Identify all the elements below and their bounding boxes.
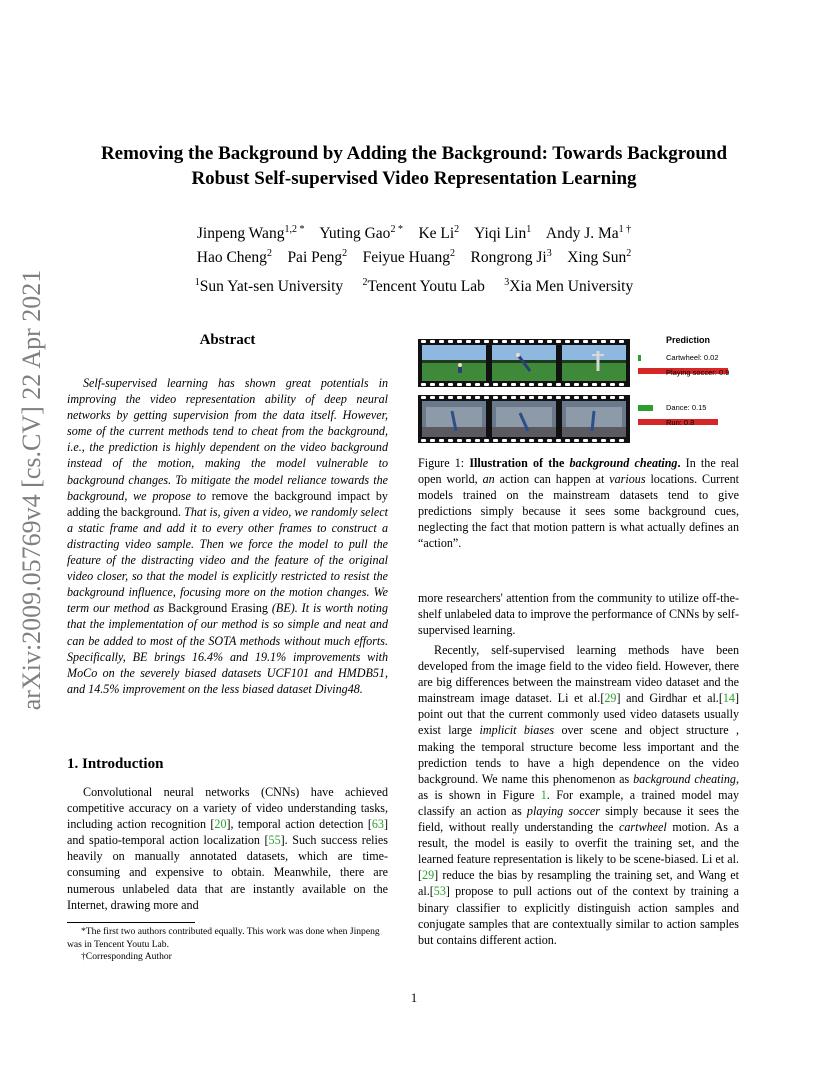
citation-link[interactable]: 29 [604,691,617,706]
sprocket-hole [439,383,444,386]
title-line-2: Robust Self-supervised Video Representation Learning [191,168,637,189]
citation-link[interactable]: 53 [433,884,446,899]
sprocket-hole [583,439,588,442]
sprocket-hole [520,439,525,442]
sprocket-hole [439,340,444,343]
author: Andy J. Ma [545,225,619,243]
body-italic: cartwheel [619,820,667,835]
author-sup: 2 [342,248,348,260]
caption-text: action can happen at [494,472,610,487]
sprocket-hole [592,439,597,442]
author: Pai Peng [287,249,343,267]
sprocket-hole [502,340,507,343]
video-frame [422,345,486,381]
sprocket-hole [574,383,579,386]
sprocket-hole [511,340,516,343]
section-heading-introduction: 1. Introduction [67,756,164,772]
sprocket-hole [601,340,606,343]
caption-bold: . [677,456,681,470]
abstract-text: Background Erasing [168,601,268,616]
author: Rongrong Ji [470,249,547,267]
sprocket-hole [484,439,489,442]
body-text: ] and Girdhar et al.[ [616,691,723,706]
intro-text: Convolutional neural networks (CNNs) have achieved competitive accuracy on a variety of video understanding tasks, including action recognition [ [67,785,388,832]
sprocket-hole [475,396,480,399]
prediction-label-dance: Dance: 0.15 [666,403,707,412]
affiliation: Sun Yat-sen University [199,278,344,296]
video-frame [492,401,556,437]
affiliation: Tencent Youtu Lab [367,278,485,296]
body-text: ] point out that the current commonly used video datasets usually exist large [418,691,739,738]
sprocket-hole [421,383,426,386]
sprocket-hole [574,439,579,442]
author: Yiqi Lin [474,225,527,243]
prediction-label-playing-soccer: Playing soccer: 0.9 [666,368,730,377]
body-text: over scene and object structure , making the temporal structure become less important and the prediction tends to have a high dependence on the video background. We name this phenomenon as [418,723,739,786]
author-sup: 1,2 * [284,224,305,235]
prediction-label-cartwheel: Cartwheel: 0.02 [666,353,719,362]
body-text: . For example, a trained model may classify an action as [418,787,739,818]
sprocket-hole [610,383,615,386]
sprocket-hole [619,396,624,399]
sprocket-hole [430,439,435,442]
author: Feiyue Huang [362,249,451,267]
sprocket-hole [466,439,471,442]
body-italic: background cheating [633,771,736,786]
sprocket-hole [556,383,561,386]
body-text: Recently, self-supervised learning methods have been developed from the image field to the video field. However, there are big differences between the mainstream video dataset and the mainstream image dataset. Li et al.[ [418,643,739,706]
affil-sup: 1 [194,277,200,288]
sprocket-hole [430,396,435,399]
sprocket-hole [565,439,570,442]
footnote-equal-contribution: *The first two authors contributed equally. This work was done when Jinpeng was in Tencent Youtu Lab. [67,926,380,950]
sprocket-hole [610,439,615,442]
affil-sup: 2 [362,277,368,288]
sprocket-hole [601,396,606,399]
sprocket-hole [565,340,570,343]
prediction-label: Prediction [666,335,711,345]
affil-sup: 3 [504,277,510,288]
caption-text: In the real open world, [418,456,739,487]
sprocket-hole [574,340,579,343]
body-paragraph-continued: more researchers' attention from the community to utilize off-the-shelf unlabeled data to improve the performance of CNNs by self-supervised learning. [418,591,739,638]
author-sup: 1 † [618,224,632,235]
sprocket-hole [421,439,426,442]
intro-text: ], temporal action detection [ [226,817,372,832]
caption-italic: various [609,472,646,487]
sprocket-hole [529,396,534,399]
sprocket-hole [619,439,624,442]
sprocket-hole [502,439,507,442]
author-sup: 2 [266,248,272,260]
affiliation: Xia Men University [509,278,634,296]
sprocket-hole [448,340,453,343]
sprocket-hole [529,340,534,343]
caption-text: locations. Current models trained on the mainstream datasets tend to give predictions simply because it sees some background cues, neglecting the fact that motion pattern is what actually defines an “action”. [418,472,739,551]
author-list [60,220,768,268]
author: Jinpeng Wang [196,225,285,243]
caption-italic: an [482,472,495,487]
page-number: 1 [410,991,418,1005]
paper-title [40,141,788,191]
sprocket-hole [466,396,471,399]
caption-prefix: Figure 1: [418,456,470,470]
abstract-text: (BE). It is worth noting that the implementation of our method is so simple and neat and can be added to most of the SOTA methods without much efforts. Specifically, BE brings 16.4% and 19.1% improvements with MoCo on the severely biased datasets UCF101 and HMDB51, and 14.5% improvement on the less biased dataset Diving48. [67,601,389,696]
sprocket-hole [448,439,453,442]
sprocket-hole [493,396,498,399]
sprocket-hole [547,439,552,442]
sprocket-hole [565,383,570,386]
sprocket-hole [421,396,426,399]
body-text: ] reduce the bias by resampling the training set, and Wang et al.[ [418,868,739,899]
prediction-bar-dance [638,405,653,411]
sprocket-hole [547,396,552,399]
sprocket-hole [448,383,453,386]
citation-link[interactable]: 20 [214,817,227,832]
video-frame [562,401,626,437]
sprocket-hole [430,383,435,386]
abstract-text: remove the background impact by adding the background. [67,488,388,519]
intro-paragraph [67,784,388,913]
sprocket-hole [457,383,462,386]
sprocket-hole [484,340,489,343]
sprocket-hole [538,383,543,386]
body-paragraph-recently [418,642,739,948]
body-text: simply because it sees the field, without really understanding the [418,803,739,835]
abstract-text: That is, given a video, we randomly select a static frame and add it to every other frames to construct a distracting video sample. Then we force the model to pull the feature of the distracting video and the feature of the original video closer, so that the model is explicitly restricted to resist the background influence, focusing more on the motion changes. We term our method as [67,504,388,616]
author-sup: 1 [526,224,532,235]
sprocket-hole [547,340,552,343]
sprocket-hole [439,439,444,442]
sprocket-hole [538,396,543,399]
abstract-heading: Abstract [199,332,256,348]
sprocket-hole [457,340,462,343]
sprocket-hole [547,383,552,386]
sprocket-hole [421,340,426,343]
video-frame [422,401,486,437]
author-sup: 3 [546,248,552,260]
author-sup: 2 * [390,224,403,235]
footnotes [67,926,388,964]
body-italic: implicit biases [479,723,555,738]
sprocket-hole [466,340,471,343]
body-italic: playing soccer [526,803,600,818]
sprocket-hole [565,396,570,399]
prediction-label-run: Run: 0.8 [666,418,695,427]
sprocket-hole [475,340,480,343]
author-sup: 2 [450,248,456,260]
author-line-1 [60,220,768,244]
affiliations [60,277,768,296]
sprocket-hole [538,340,543,343]
author: Xing Sun [567,249,627,267]
prediction-bar-cartwheel [638,355,641,361]
citation-link[interactable]: 14 [722,691,735,706]
arxiv-stamp [10,270,54,710]
sprocket-hole [583,383,588,386]
arxiv-id: arXiv:2009.05769v4 [cs.CV] 22 Apr 2021 [17,269,46,711]
footnote-corresponding: †Corresponding Author [81,951,172,962]
sprocket-hole [601,383,606,386]
video-frame [492,345,556,381]
body-text: motion. As a result, the model is easily to overfit the training set, and the learned feature representation is likely to be scene-biased. Li et al.[ [418,820,739,883]
sprocket-hole [466,383,471,386]
sprocket-hole [457,396,462,399]
author-sup: 2 [626,248,632,260]
intro-text: ]. Such success relies heavily on manually annotated datasets, which are time-consuming and expensive to obtain. Meanwhile, there are numerous unlabeled data that are instantly available on the Internet, drawing more and [67,833,388,912]
sprocket-hole [448,396,453,399]
body-text: ] propose to pull actions out of the context by training a binary classifier to explicitly distinguish action samples and conjugate samples that are contextually similar to action samples but contains different action. [418,884,739,947]
sprocket-hole [457,439,462,442]
sprocket-hole [592,340,597,343]
author: Hao Cheng [196,249,267,267]
sprocket-hole [619,383,624,386]
sprocket-hole [511,439,516,442]
citation-link[interactable]: 55 [268,833,281,848]
body-text: , as is shown in Figure [418,771,739,802]
sprocket-hole [520,396,525,399]
film-strip-soccer [418,339,630,387]
film-strip-gym [418,395,630,443]
sprocket-hole [430,340,435,343]
caption-bold: Illustration of the [469,456,570,470]
abstract-text: Self-supervised learning has shown great potentials in improving the video representation ability of deep neural networks by getting supervision from the data itself. However, some of the current methods tend to cheat from the background, i.e., the prediction is highly dependent on the video background instead of the motion, making the model vulnerable to background changes. To mitigate the model reliance towards the background, we propose to [67,376,388,503]
sprocket-hole [439,396,444,399]
sprocket-hole [520,340,525,343]
sprocket-hole [529,439,534,442]
author: Yuting Gao [319,225,391,243]
author-line-2 [60,244,768,268]
sprocket-hole [583,396,588,399]
sprocket-hole [493,340,498,343]
citation-link[interactable]: 63 [371,817,384,832]
sprocket-hole [592,396,597,399]
sprocket-hole [475,439,480,442]
sprocket-hole [592,383,597,386]
sprocket-hole [484,383,489,386]
sprocket-hole [538,439,543,442]
caption-bold-italic: background cheating [569,456,678,470]
sprocket-hole [574,396,579,399]
abstract-body [67,375,388,697]
figure-1 [418,333,739,445]
sprocket-hole [493,439,498,442]
sprocket-hole [520,383,525,386]
author: Ke Li [418,225,455,243]
citation-link[interactable]: 29 [422,868,435,883]
sprocket-hole [502,383,507,386]
sprocket-hole [529,383,534,386]
sprocket-hole [475,383,480,386]
sprocket-hole [556,439,561,442]
sprocket-hole [583,340,588,343]
footnote-rule [67,922,195,923]
sprocket-hole [610,396,615,399]
sprocket-hole [493,383,498,386]
sprocket-hole [556,340,561,343]
title-line-1: Removing the Background by Adding the Background: Towards Background [100,143,728,164]
sprocket-hole [511,383,516,386]
sprocket-hole [610,340,615,343]
sprocket-hole [484,396,489,399]
sprocket-hole [502,396,507,399]
figure-1-caption [418,455,739,552]
sprocket-hole [556,396,561,399]
figure-link[interactable]: 1 [540,787,547,802]
video-frame [562,345,626,381]
sprocket-hole [511,396,516,399]
intro-text: ] and spatio-temporal action localization [ [67,817,388,848]
sprocket-hole [601,439,606,442]
sprocket-hole [619,340,624,343]
author-sup: 2 [454,224,460,235]
